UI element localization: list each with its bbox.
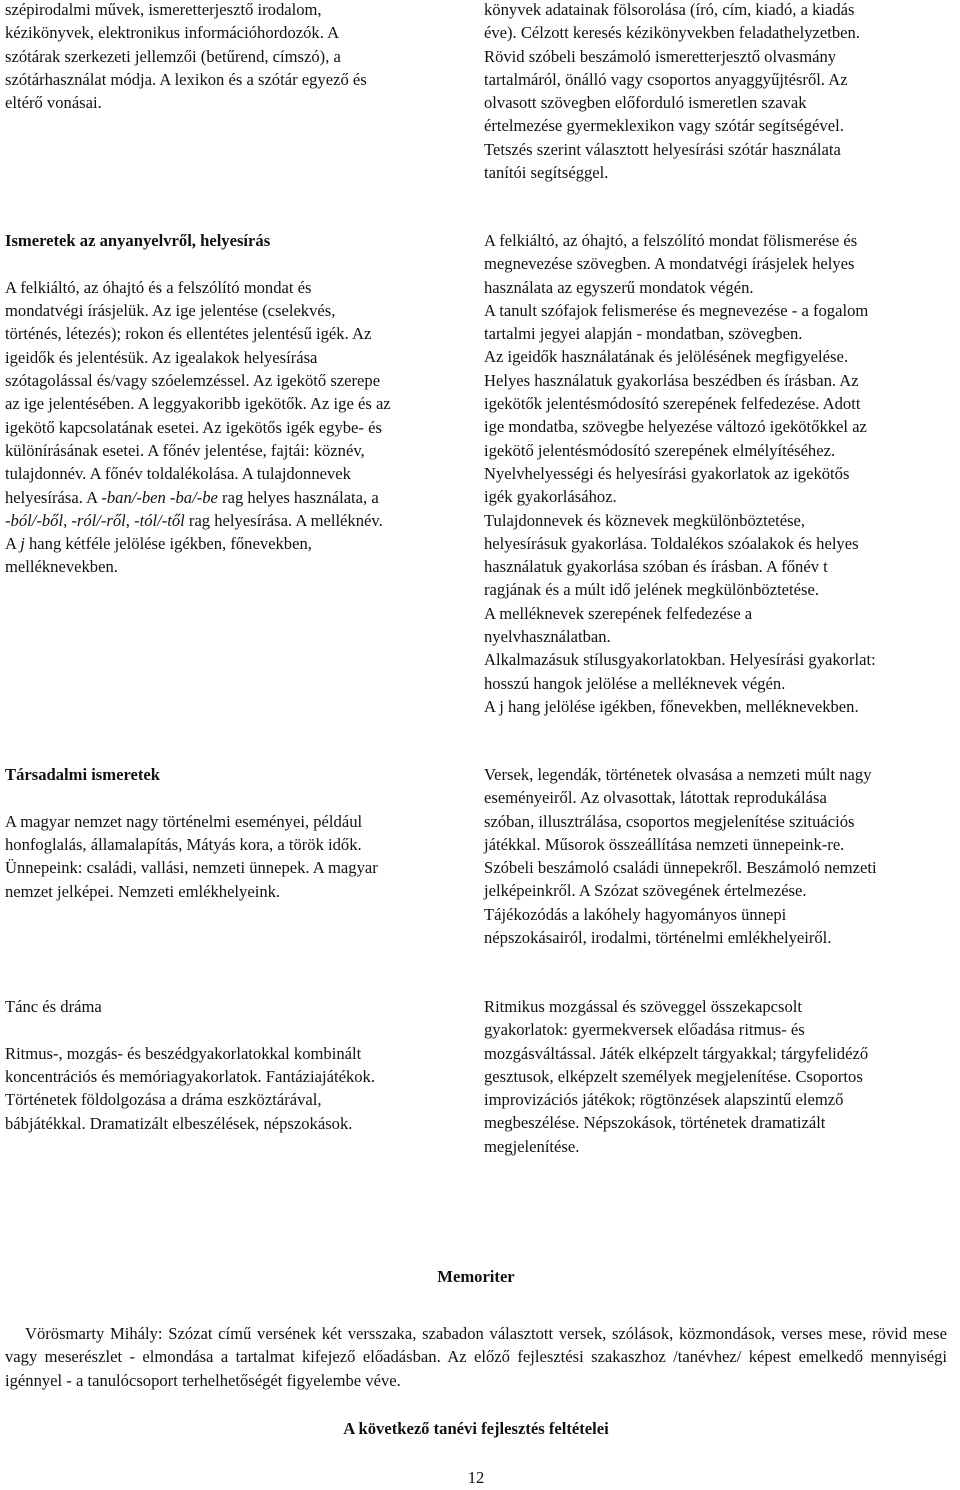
tarsadalmi-section-left bbox=[5, 740, 477, 926]
continuation-left-text: szépirodalmi művek, ismeretterjesztő irodalom, kézikönyvek, elektronikus információhordozók. A szótárak szerkezeti jellemzői (betűrend, címszó), a szótárhasználat módja. A lexikon és a szótár egyező és eltérő vonásai. bbox=[5, 0, 367, 113]
tanc-section-left bbox=[5, 972, 477, 1158]
anyanyelv-left-text bbox=[5, 276, 477, 579]
rag-ban-ben: -ban/-ben -ba/-be bbox=[101, 487, 218, 507]
next-section-title: A következő tanévi fejlesztés feltételei bbox=[343, 1419, 609, 1438]
tarsadalmi-left-text: A magyar nemzet nagy történelmi eseményei, például honfoglalás, államalapítás, Mátyás kora, a török idők. Ünnepeink: családi, vallási, nemzeti ünnepek. A magyar nemzet jelképei. Nemzeti emlékhelyeink. bbox=[5, 811, 378, 901]
anyanyelv-text-part-2: rag helyes használata, a bbox=[222, 487, 379, 507]
page-number: 12 bbox=[467, 1468, 485, 1487]
letter-j: j bbox=[20, 534, 25, 554]
tanc-left-text: Ritmus-, mozgás- és beszédgyakorlatokkal kombinált koncentrációs és memóriagyakorlatok. Fantáziajátékok. Történetek földolgozása a dráma eszköztárával, bábjátékkal. Dramatizált elbeszélések, népszokások. bbox=[5, 1043, 375, 1133]
continuation-right-text: könyvek adatainak fölsorolása (író, cím, kiadó, a kiadás éve). Célzott keresés kézikönyvekben feladathelyzetben. Rövid szóbeli beszámoló ismeretterjesztő olvasmány tartalmáról, önálló vagy csoportos anyaggyűjtésről. Az olvasott szövegben előforduló ismeretlen szavak értelmezése gyermeklexikon vagy szótár segítségével. Tetszés szerint választott helyesírási szótár használata tanítói segítséggel. bbox=[484, 0, 860, 183]
anyanyelv-right-text: A felkiáltó, az óhajtó, a felszólító mondat fölismerése és megnevezése szövegben. A mondatvégi írásjelek helyes használata az egyszerű mondatok végén. A tanult szófajok felismerése és megnevezése - a fogalom tartalmi jegyei alapján - mondatban, szövegben. Az igeidők használatának és jelölésének megfigyelése. Helyes használatuk gyakorlása beszédben és írásban. Az igekötők jelentésmódosító szerepének felfedezése. Adott ige mondatba, szövegbe helyezése változó igekötőkkel az igekötő jelentésmódosító szerepének elmélyítéséhez. Nyelvhelyességi és helyesírási gyakorlatok az igekötős igék gyakorlásához. Tulajdonnevek és köznevek megkülönböztetése, helyesírásuk gyakorlása. Toldalékos szóalakok és helyes használatuk gyakorlása szóban és írásban. A főnév t ragjának és a múlt idő jelének megkülönböztetése. A melléknevek szerepének felfedezése a nyelvhasználatban. Alkalmazásuk stílusgyakorlatokban. Helyesírási gyakorlat: hosszú hangok jelölése a melléknevek végén. A j hang jelölése igékben, főnevekben, melléknevekben. bbox=[484, 231, 876, 716]
memoriter-text: Vörösmarty Mihály: Szózat című versének két versszaka, szabadon választott versek, szólások, közmondások, verses mese, rövid mese vagy meserészlet - elmondása a tartalmat kifejező előadásban. Az előző fejlesztési szakaszhoz /tanévhez/ képest emelkedő mennyiségi igénnyel - a tanulócsoport terhelhetőségét figyelembe véve. bbox=[5, 1324, 947, 1390]
tarsadalmi-right-text: Versek, legendák, történetek olvasása a nemzeti múlt nagy eseményeiről. Az olvasottak, látottak reprodukálása szóban, illusztrálása, csoportos megjelenítése szituációs játékkal. Műsorok összeállítása nemzeti ünnepeink-re. Szóbeli beszámoló családi ünnepekről. Beszámoló nemzeti jelképeinkről. A Szózat szövegének értelmezése. Tájékozódás a lakóhely hagyományos ünnepi népszokásairól, irodalmi, történelmi emlékhelyeiről. bbox=[484, 765, 877, 948]
tanc-heading: Tánc és dráma bbox=[5, 997, 102, 1017]
tarsadalmi-heading: Társadalmi ismeretek bbox=[5, 765, 161, 785]
anyanyelv-text-part-4: hang kétféle jelölése igékben, főnevekben, melléknevekben. bbox=[5, 534, 312, 577]
anyanyelv-text-part-1: A felkiáltó, az óhajtó és a felszólító mondat és mondatvégi írásjelük. Az ige jelentése (cselekvés, történés, létezés); rokon és ellentétes jelentésű igék. Az igeidők és jelentésük. Az igealakok helyesírása szótagolással és/vagy szóelemzéssel. Az igekötő szerepe az ige jelentésében. A leggyakoribb igekötők. Az ige és az igekötő kapcsolatának esetei. Az igekötős igék egybe- és különírásának esetei. A főnév jelentése, fajtái: köznév, tulajdonnév. A főnév toldalékolása. A tulajdonnevek helyesírása. A bbox=[5, 277, 391, 507]
memoriter-title: Memoriter bbox=[437, 1267, 515, 1286]
tanc-right-text: Ritmikus mozgással és szöveggel összekapcsolt gyakorlatok: gyermekversek előadása ritmus- és mozgásváltással. Játék elképzelt tárgyakkal; tárgyfelidéző gesztusok, elképzelt személyek megjelenítése. Csoportos improvizációs játékok; rögtönzések alapszintű elemző megbeszélése. Népszokások, történetek dramatizált megjelenítése. bbox=[484, 997, 869, 1156]
anyanyelv-text-part-3: rag helyesírása. A melléknév. A bbox=[5, 510, 383, 554]
anyanyelv-heading: Ismeretek az anyanyelvről, helyesírás bbox=[5, 231, 271, 251]
anyanyelv-section-left bbox=[5, 206, 477, 602]
rag-bol-rol-tol: -ból/-ből, -ról/-ről, -tól/-től bbox=[5, 510, 185, 530]
